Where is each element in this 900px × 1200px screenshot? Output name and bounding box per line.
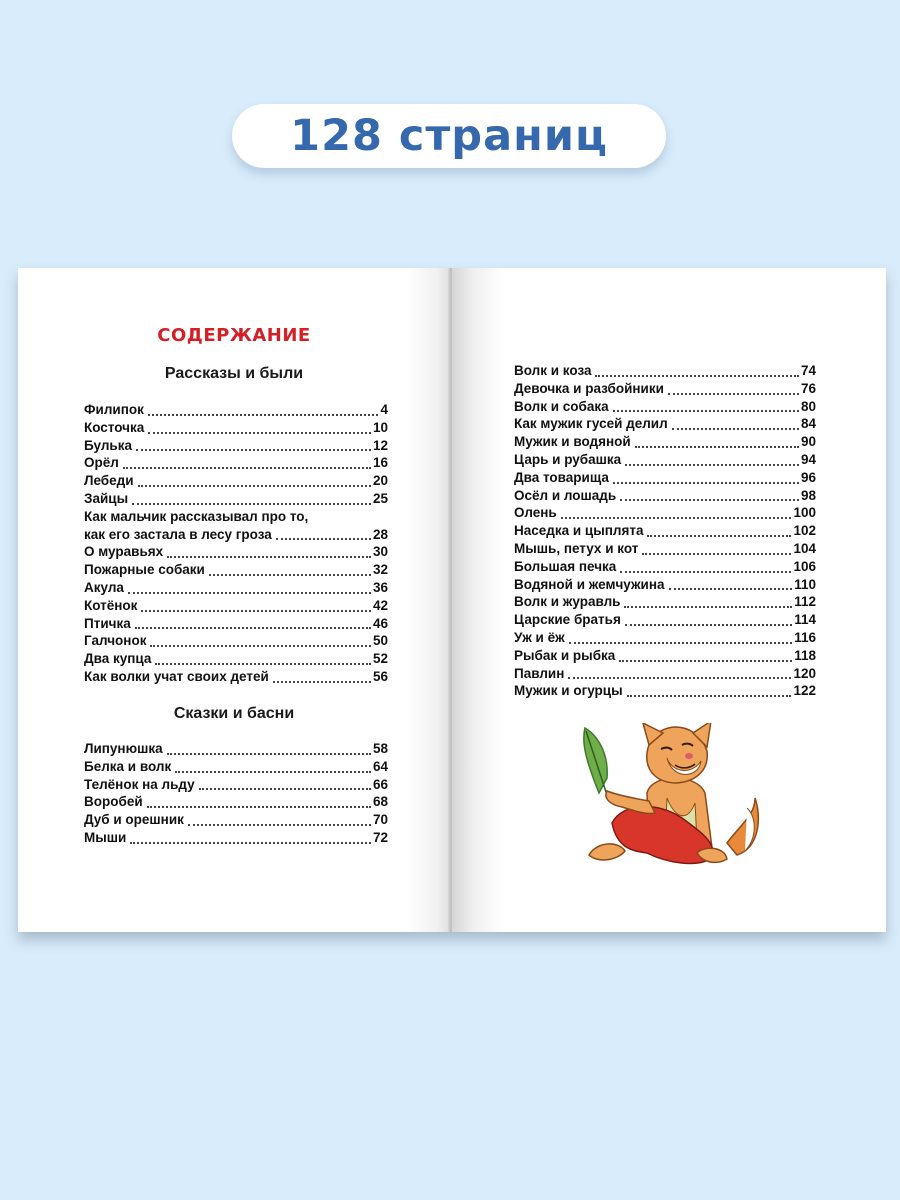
section-heading-tales: Сказки и басни bbox=[173, 705, 295, 722]
toc-entry bbox=[84, 472, 388, 490]
toc-entry bbox=[84, 508, 388, 544]
toc-entry-page-number: 56 bbox=[372, 668, 388, 684]
toc-entry-page-number: 64 bbox=[372, 758, 388, 774]
toc-entry-page-number: 70 bbox=[372, 812, 388, 828]
dot-leader bbox=[138, 484, 371, 487]
dot-leader bbox=[672, 427, 799, 430]
toc-entry-title: Лебеди bbox=[84, 473, 134, 489]
dot-leader bbox=[175, 770, 371, 773]
toc-entry-page-number: 104 bbox=[793, 540, 816, 556]
toc-entry bbox=[84, 454, 388, 472]
toc-entry-page-number: 116 bbox=[794, 629, 816, 645]
dot-leader bbox=[620, 498, 799, 501]
dot-leader bbox=[619, 659, 792, 662]
section-heading-stories: Рассказы и были bbox=[164, 365, 304, 382]
toc-entry-title: Мыши bbox=[84, 829, 127, 845]
toc-entry-page-number: 106 bbox=[793, 558, 816, 574]
toc-entry-page-number: 28 bbox=[372, 526, 388, 542]
toc-entry bbox=[514, 629, 816, 647]
toc-entry bbox=[84, 650, 388, 668]
toc-entry-title: Телёнок на льду bbox=[84, 776, 195, 792]
toc-entry bbox=[84, 401, 388, 419]
toc-entry-title: Филипок bbox=[84, 402, 144, 417]
toc-entry-page-number: 102 bbox=[793, 523, 816, 539]
dot-leader bbox=[167, 555, 371, 558]
left-page bbox=[18, 268, 450, 932]
page-count-badge bbox=[232, 104, 666, 168]
toc-entry-page-number: 110 bbox=[794, 576, 816, 592]
toc-entry bbox=[84, 615, 388, 633]
toc-entry bbox=[514, 682, 816, 700]
toc-entry-page-number: 52 bbox=[372, 651, 388, 667]
toc-entry-title: Уж и ёж bbox=[514, 629, 565, 645]
toc-entry bbox=[84, 776, 388, 794]
toc-entry-title: Волк и собака bbox=[514, 398, 609, 414]
toc-entry-title: Волк и коза bbox=[514, 363, 592, 378]
contents-title: СОДЕРЖАНИЕ bbox=[157, 325, 311, 346]
dot-leader bbox=[135, 626, 371, 629]
toc-entry-title: Булька bbox=[84, 437, 132, 453]
toc-entry bbox=[84, 437, 388, 455]
toc-entry bbox=[514, 469, 816, 487]
dot-leader bbox=[123, 466, 371, 469]
toc-entry-page-number: 118 bbox=[794, 647, 816, 663]
dot-leader bbox=[613, 481, 799, 484]
toc-entry bbox=[84, 543, 388, 561]
toc-entry-page-number: 46 bbox=[372, 615, 388, 631]
dot-leader bbox=[136, 448, 371, 451]
toc-entry-title: Олень bbox=[514, 505, 557, 521]
toc-entry-title: Дуб и орешник bbox=[84, 812, 184, 828]
toc-entry-title-line1: Как мальчик рассказывал про то, bbox=[84, 508, 309, 524]
toc-entry-page-number: 10 bbox=[372, 419, 388, 435]
page-count-text: 128 страниц bbox=[290, 111, 608, 161]
dot-leader bbox=[141, 609, 371, 612]
toc-entry-page-number: 100 bbox=[793, 505, 816, 521]
toc-entry-page-number: 72 bbox=[372, 829, 388, 845]
toc-entry bbox=[84, 632, 388, 650]
toc-entry-title: Воробей bbox=[84, 794, 143, 810]
toc-entry-title: Мужик и водяной bbox=[514, 434, 631, 450]
toc-entry bbox=[514, 611, 816, 629]
dot-leader bbox=[132, 502, 371, 505]
toc-entry bbox=[84, 597, 388, 615]
toc-entry-title: Два товарища bbox=[514, 469, 609, 485]
toc-entry-page-number: 16 bbox=[372, 455, 388, 471]
toc-entry bbox=[514, 593, 816, 611]
toc-entry-title: Как мужик гусей делил bbox=[514, 416, 668, 432]
toc-entry-page-number: 42 bbox=[372, 597, 388, 613]
toc-entry-page-number: 50 bbox=[372, 633, 388, 649]
toc-entry bbox=[514, 665, 816, 683]
toc-entry bbox=[514, 380, 816, 398]
toc-entry bbox=[514, 576, 816, 594]
toc-entry-title: Белка и волк bbox=[84, 758, 172, 774]
dot-leader bbox=[148, 431, 371, 434]
toc-entry-page-number: 74 bbox=[800, 363, 816, 378]
toc-entry-title: Косточка bbox=[84, 419, 145, 435]
open-book bbox=[18, 268, 886, 932]
toc-entry-title: Осёл и лошадь bbox=[514, 487, 617, 503]
toc-entry-title: Девочка и разбойники bbox=[514, 380, 664, 396]
dot-leader bbox=[128, 591, 371, 594]
toc-entry bbox=[514, 487, 816, 505]
toc-entry bbox=[514, 504, 816, 522]
dot-leader bbox=[595, 374, 798, 377]
toc-entry bbox=[84, 561, 388, 579]
toc-entry bbox=[84, 829, 388, 847]
toc-entry bbox=[514, 398, 816, 416]
toc-entry-title: Водяной и жемчужина bbox=[514, 576, 665, 592]
toc-entry bbox=[514, 451, 816, 469]
toc-entry-page-number: 36 bbox=[372, 579, 388, 595]
toc-list-continued bbox=[514, 362, 816, 700]
toc-entry-page-number: 94 bbox=[800, 451, 816, 467]
toc-entry-title: Зайцы bbox=[84, 490, 129, 506]
toc-entry-page-number: 66 bbox=[372, 776, 388, 792]
toc-entry-page-number: 58 bbox=[372, 741, 388, 756]
dot-leader bbox=[568, 676, 791, 679]
toc-entry-page-number: 25 bbox=[372, 490, 388, 506]
dot-leader bbox=[625, 623, 792, 626]
toc-entry bbox=[514, 647, 816, 665]
toc-entry-page-number: 68 bbox=[372, 794, 388, 810]
dot-leader bbox=[188, 823, 371, 826]
toc-entry-page-number: 76 bbox=[800, 380, 816, 396]
dot-leader bbox=[668, 392, 799, 395]
dot-leader bbox=[620, 570, 791, 573]
toc-entry bbox=[84, 758, 388, 776]
toc-entry-page-number: 4 bbox=[380, 402, 388, 417]
toc-entry-page-number: 20 bbox=[372, 473, 388, 489]
toc-entry bbox=[514, 558, 816, 576]
dot-leader bbox=[276, 537, 371, 540]
toc-entry-title: Мышь, петух и кот bbox=[514, 540, 639, 556]
dot-leader bbox=[613, 409, 799, 412]
right-page bbox=[452, 268, 886, 932]
toc-entry-title: Пожарные собаки bbox=[84, 562, 205, 578]
toc-entry-page-number: 84 bbox=[800, 416, 816, 432]
toc-entry-title: Волк и журавль bbox=[514, 594, 621, 610]
toc-entry-page-number: 120 bbox=[793, 665, 816, 681]
toc-entry bbox=[84, 490, 388, 508]
dot-leader bbox=[635, 445, 799, 448]
dot-leader bbox=[150, 644, 371, 647]
dot-leader bbox=[199, 787, 371, 790]
toc-list-tales bbox=[84, 740, 388, 847]
toc-entry-page-number: 80 bbox=[800, 398, 816, 414]
dot-leader bbox=[561, 516, 792, 519]
dot-leader bbox=[624, 605, 792, 608]
toc-entry-title: Два купца bbox=[84, 651, 152, 667]
toc-entry-title: Рыбак и рыбка bbox=[514, 647, 616, 663]
dot-leader bbox=[167, 752, 371, 755]
toc-entry-title: Наседка и цыплята bbox=[514, 523, 644, 539]
toc-entry-title: Птичка bbox=[84, 615, 131, 631]
dot-leader bbox=[642, 552, 791, 555]
toc-entry-title: Галчонок bbox=[84, 633, 147, 649]
toc-entry-title: Царские братья bbox=[514, 612, 621, 628]
toc-entry-page-number: 114 bbox=[794, 612, 816, 628]
dot-leader bbox=[647, 534, 791, 537]
toc-entry-page-number: 98 bbox=[800, 487, 816, 503]
toc-entry-title: Котёнок bbox=[84, 597, 138, 613]
toc-entry bbox=[84, 811, 388, 829]
dot-leader bbox=[625, 463, 799, 466]
toc-entry-page-number: 122 bbox=[793, 683, 816, 699]
dot-leader bbox=[273, 680, 371, 683]
toc-entry bbox=[84, 740, 388, 758]
toc-entry-title: Павлин bbox=[514, 665, 565, 681]
dot-leader bbox=[155, 662, 371, 665]
fox-with-feather-illustration bbox=[577, 723, 762, 873]
toc-entry-title: Липунюшка bbox=[84, 741, 163, 756]
toc-entry bbox=[514, 540, 816, 558]
toc-entry-page-number: 32 bbox=[372, 562, 388, 578]
toc-entry-title: Мужик и огурцы bbox=[514, 683, 623, 699]
toc-entry-title: О муравьях bbox=[84, 544, 164, 560]
toc-entry-title: Большая печка bbox=[514, 558, 617, 574]
toc-entry bbox=[84, 419, 388, 437]
dot-leader bbox=[669, 587, 793, 590]
toc-entry-page-number: 30 bbox=[372, 544, 388, 560]
toc-entry bbox=[514, 433, 816, 451]
toc-entry bbox=[84, 579, 388, 597]
dot-leader bbox=[569, 641, 793, 644]
toc-entry bbox=[84, 668, 388, 686]
toc-entry bbox=[514, 522, 816, 540]
toc-list-stories bbox=[84, 401, 388, 686]
toc-entry-page-number: 96 bbox=[800, 469, 816, 485]
toc-entry-page-number: 112 bbox=[794, 594, 816, 610]
dot-leader bbox=[147, 805, 371, 808]
toc-entry-title: как его застала в лесу гроза bbox=[84, 526, 272, 542]
toc-entry bbox=[84, 793, 388, 811]
toc-entry-title: Орёл bbox=[84, 455, 119, 471]
dot-leader bbox=[130, 841, 371, 844]
dot-leader bbox=[209, 573, 371, 576]
toc-entry-page-number: 90 bbox=[800, 434, 816, 450]
dot-leader bbox=[627, 694, 792, 697]
toc-entry-title: Акула bbox=[84, 579, 124, 595]
dot-leader bbox=[148, 413, 379, 416]
toc-entry bbox=[514, 362, 816, 380]
toc-entry-page-number: 12 bbox=[372, 437, 388, 453]
toc-entry bbox=[514, 415, 816, 433]
toc-entry-title: Царь и рубашка bbox=[514, 451, 622, 467]
toc-entry-title: Как волки учат своих детей bbox=[84, 668, 269, 684]
